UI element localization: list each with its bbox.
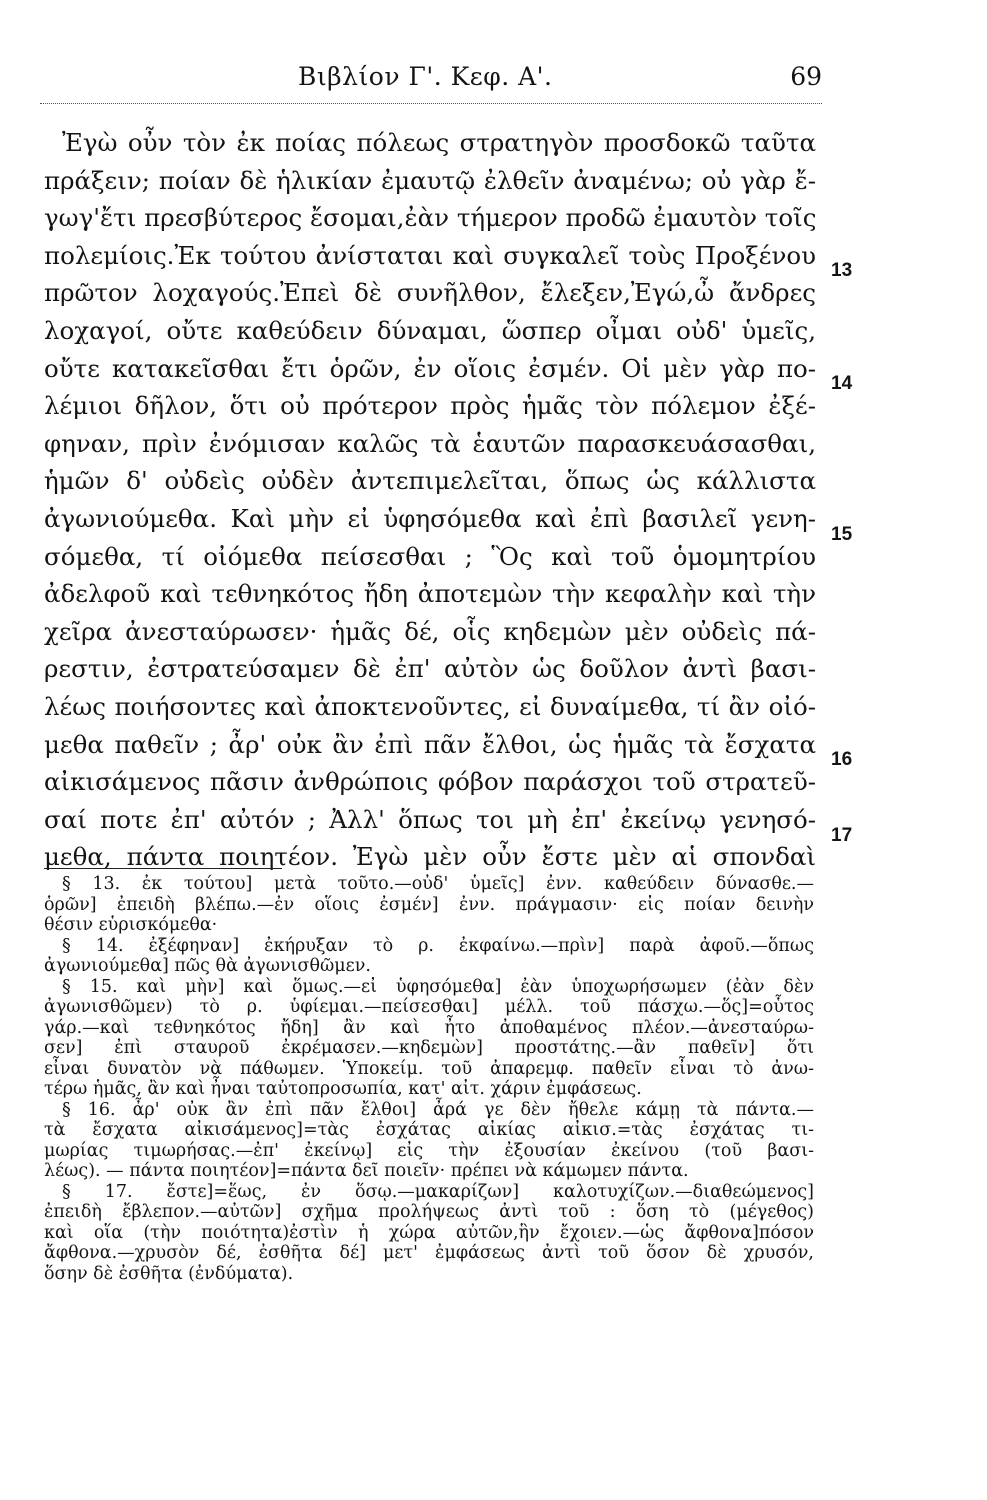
text-line: χεῖρα ἀνεσταύρωσεν· ἡμᾶς δέ, οἷς κηδεμὼν μὲν οὐδεὶς πά- — [44, 616, 816, 646]
footnote-line: ἄφθονα.—χρυσὸν δέ, ἐσθῆτα δέ] μετ' ἐμφάσεως ἀντὶ τοῦ ὅσον δὲ χρυσόν, — [44, 1243, 814, 1263]
footnote-line: θέσιν εὑρισκόμεθα· — [44, 915, 218, 935]
footnotes — [44, 874, 814, 1284]
footnote-line: εἶναι δυνατὸν νὰ πάθωμεν. Ὑποκείμ. τοῦ ἀπαρεμφ. παθεῖν εἶναι τὸ ἀνω- — [44, 1058, 814, 1079]
text-line: γωγ'ἔτι πρεσβύτερος ἔσομαι,ἐὰν τήμερον προδῶ ἐμαυτὸν τοῖς — [44, 203, 817, 233]
running-head: Βιβλίον Γ'. Κεφ. Α'. — [298, 62, 553, 91]
footnote-line: μωρίας τιμωρήσας.—ἐπ' ἐκείνῳ] εἰς τὴν ἐξουσίαν ἐκείνου (τοῦ βασι- — [44, 1140, 814, 1161]
footnote-line: γάρ.—καὶ τεθνηκότος ἤδη] ἂν καὶ ἦτο ἀποθαμένος πλέον.—ἀνεσταύρω- — [44, 1017, 814, 1038]
text-line: πρῶτον λοχαγούς.Ἐπεὶ δὲ συνῆλθον, ἔλεξεν,Ἐγώ,ὦ ἄνδρες — [44, 278, 816, 308]
footnote-line: ἀγωνιούμεθα] πῶς θὰ ἀγωνισθῶμεν. — [44, 956, 371, 976]
footnote-line: § 14. ἐξέφηναν] ἐκήρυξαν τὸ ρ. ἐκφαίνω.—πρὶν] παρὰ ἀφοῦ.—ὅπως — [62, 935, 814, 956]
text-line: ρεστιν, ἐστρατεύσαμεν δὲ ἐπ' αὐτὸν ὡς δοῦλον ἀντὶ βασι- — [44, 654, 816, 684]
section-marker-16: 16 — [831, 749, 853, 770]
text-line: Ἐγὼ οὖν τὸν ἐκ ποίας πόλεως στρατηγὸν προσδοκῶ ταῦτα — [62, 128, 816, 157]
text-line: σόμεθα, τί οἰόμεθα πείσεσθαι ; Ὃς καὶ τοῦ ὁμομητρίου — [44, 541, 816, 571]
section-marker-15: 15 — [831, 524, 853, 545]
section-marker-17: 17 — [831, 825, 853, 846]
text-line: αἰκισάμενος πᾶσιν ἀνθρώποις φόβον παράσχοι τοῦ στρατεῦ- — [44, 767, 816, 797]
text-line: λέως ποιήσοντες καὶ ἀποκτενοῦντες, εἰ δυναίμεθα, τί ἂν οἰό- — [44, 691, 816, 721]
text-line: πράξειν; ποίαν δὲ ἡλικίαν ἐμαυτῷ ἐλθεῖν ἀναμένω; οὐ γὰρ ἔ- — [44, 165, 816, 195]
text-line: λοχαγοί, οὔτε καθεύδειν δύναμαι, ὥσπερ οἶμαι οὐδ' ὑμεῖς, — [44, 315, 816, 345]
page-number: 69 — [790, 62, 822, 91]
section-marker-14: 14 — [831, 373, 853, 394]
footnote-line: § 16. ἆρ' οὐκ ἂν ἐπὶ πᾶν ἔλθοι] ἆρά γε δὲν ἤθελε κάμῃ τὰ πάντα.— — [62, 1099, 814, 1120]
text-line: σαί ποτε ἐπ' αὐτόν ; Ἀλλ' ὅπως τοι μὴ ἐπ' ἐκείνῳ γενησό- — [44, 804, 816, 834]
footnote-line: λέως). — πάντα ποιητέον]=πάντα δεῖ ποιεῖν· πρέπει νὰ κάμωμεν πάντα. — [44, 1161, 689, 1181]
text-line: ἡμῶν δ' οὐδεὶς οὐδὲν ἀντεπιμελεῖται, ὅπως ὡς κάλλιστα — [44, 466, 816, 496]
text-line: μεθα παθεῖν ; ἆρ' οὐκ ἂν ἐπὶ πᾶν ἔλθοι, ὡς ἡμᾶς τὰ ἔσχατα — [44, 729, 816, 759]
footnote-rule — [44, 868, 282, 869]
footnote-line: σεν] ἐπὶ σταυροῦ ἐκρέμασεν.—κηδεμὼν] προστάτης.—ἂν παθεῖν] ὅτι — [44, 1038, 814, 1058]
footnote-line: τέρω ἡμᾶς, ἂν καὶ ἦναι ταὐτοπροσωπία, κατ' αἰτ. χάριν ἐμφάσεως. — [44, 1079, 642, 1099]
footnote-line: καὶ οἵα (τὴν ποιότητα)ἐστὶν ἡ χώρα αὐτῶν,ἣν ἔχοιεν.—ὡς ἄφθονα]πόσον — [44, 1222, 814, 1243]
text-line: ἀγωνιούμεθα. Καὶ μὴν εἰ ὑφησόμεθα καὶ ἐπὶ βασιλεῖ γενη- — [44, 503, 816, 533]
text-line: πολεμίοις.Ἐκ τούτου ἀνίσταται καὶ συγκαλεῖ τοὺς Προξένου — [44, 240, 816, 270]
text-line: μεθα, πάντα ποιητέον. Ἐγὼ μὲν οὖν ἔστε μὲν αἱ σπονδαὶ — [44, 842, 816, 872]
text-line: φηναν, πρὶν ἐνόμισαν καλῶς τὰ ἑαυτῶν παρασκευάσασθαι, — [44, 428, 816, 458]
footnote-line: § 13. ἐκ τούτου] μετὰ τοῦτο.—οὐδ' ὑμεῖς] ἐνν. καθεύδειν δύνασθε.— — [62, 874, 814, 894]
footnote-line: ὁρῶν] ἐπειδὴ βλέπω.—ἐν οἵοις ἐσμέν] ἐνν. πράγμασιν· εἰς ποίαν δεινὴν — [44, 894, 814, 915]
footnote-line: § 15. καὶ μὴν] καὶ ὅμως.—εἰ ὑφησόμεθα] ἐὰν ὑποχωρήσωμεν (ἐὰν δὲν — [62, 976, 814, 997]
text-line: ἀδελφοῦ καὶ τεθνηκότος ἤδη ἀποτεμὼν τὴν κεφαλὴν καὶ τὴν — [44, 579, 816, 609]
section-marker-13: 13 — [831, 260, 853, 281]
text-line: οὔτε κατακεῖσθαι ἔτι ὁρῶν, ἐν οἵοις ἐσμέν. Οἱ μὲν γὰρ πο- — [44, 353, 816, 383]
main-text — [44, 124, 853, 876]
footnote-line: § 17. ἔστε]=ἕως, ἐν ὅσῳ.—μακαρίζων] καλοτυχίζων.—διαθεώμενος] — [62, 1181, 814, 1202]
footnote-line: ἐπειδὴ ἔβλεπον.—αὐτῶν] σχῆμα προλήψεως ἀντὶ τοῦ : ὅση τὸ (μέγεθος) — [44, 1202, 814, 1222]
text-line: λέμιοι δῆλον, ὅτι οὐ πρότερον πρὸς ἡμᾶς τὸν πόλεμον ἐξέ- — [44, 391, 816, 421]
footnote-line: τὰ ἔσχατα αἰκισάμενος]=τὰς ἐσχάτας αἰκίας αἰκισ.=τὰς ἐσχάτας τι- — [44, 1120, 814, 1140]
footnote-line: ἀγωνισθῶμεν) τὸ ρ. ὑφίεμαι.—πείσεσθαι] μέλλ. τοῦ πάσχω.—ὅς]=οὗτος — [44, 997, 814, 1017]
header-rule — [40, 103, 822, 104]
footnote-line: ὅσην δὲ ἐσθῆτα (ἐνδύματα). — [44, 1263, 294, 1284]
